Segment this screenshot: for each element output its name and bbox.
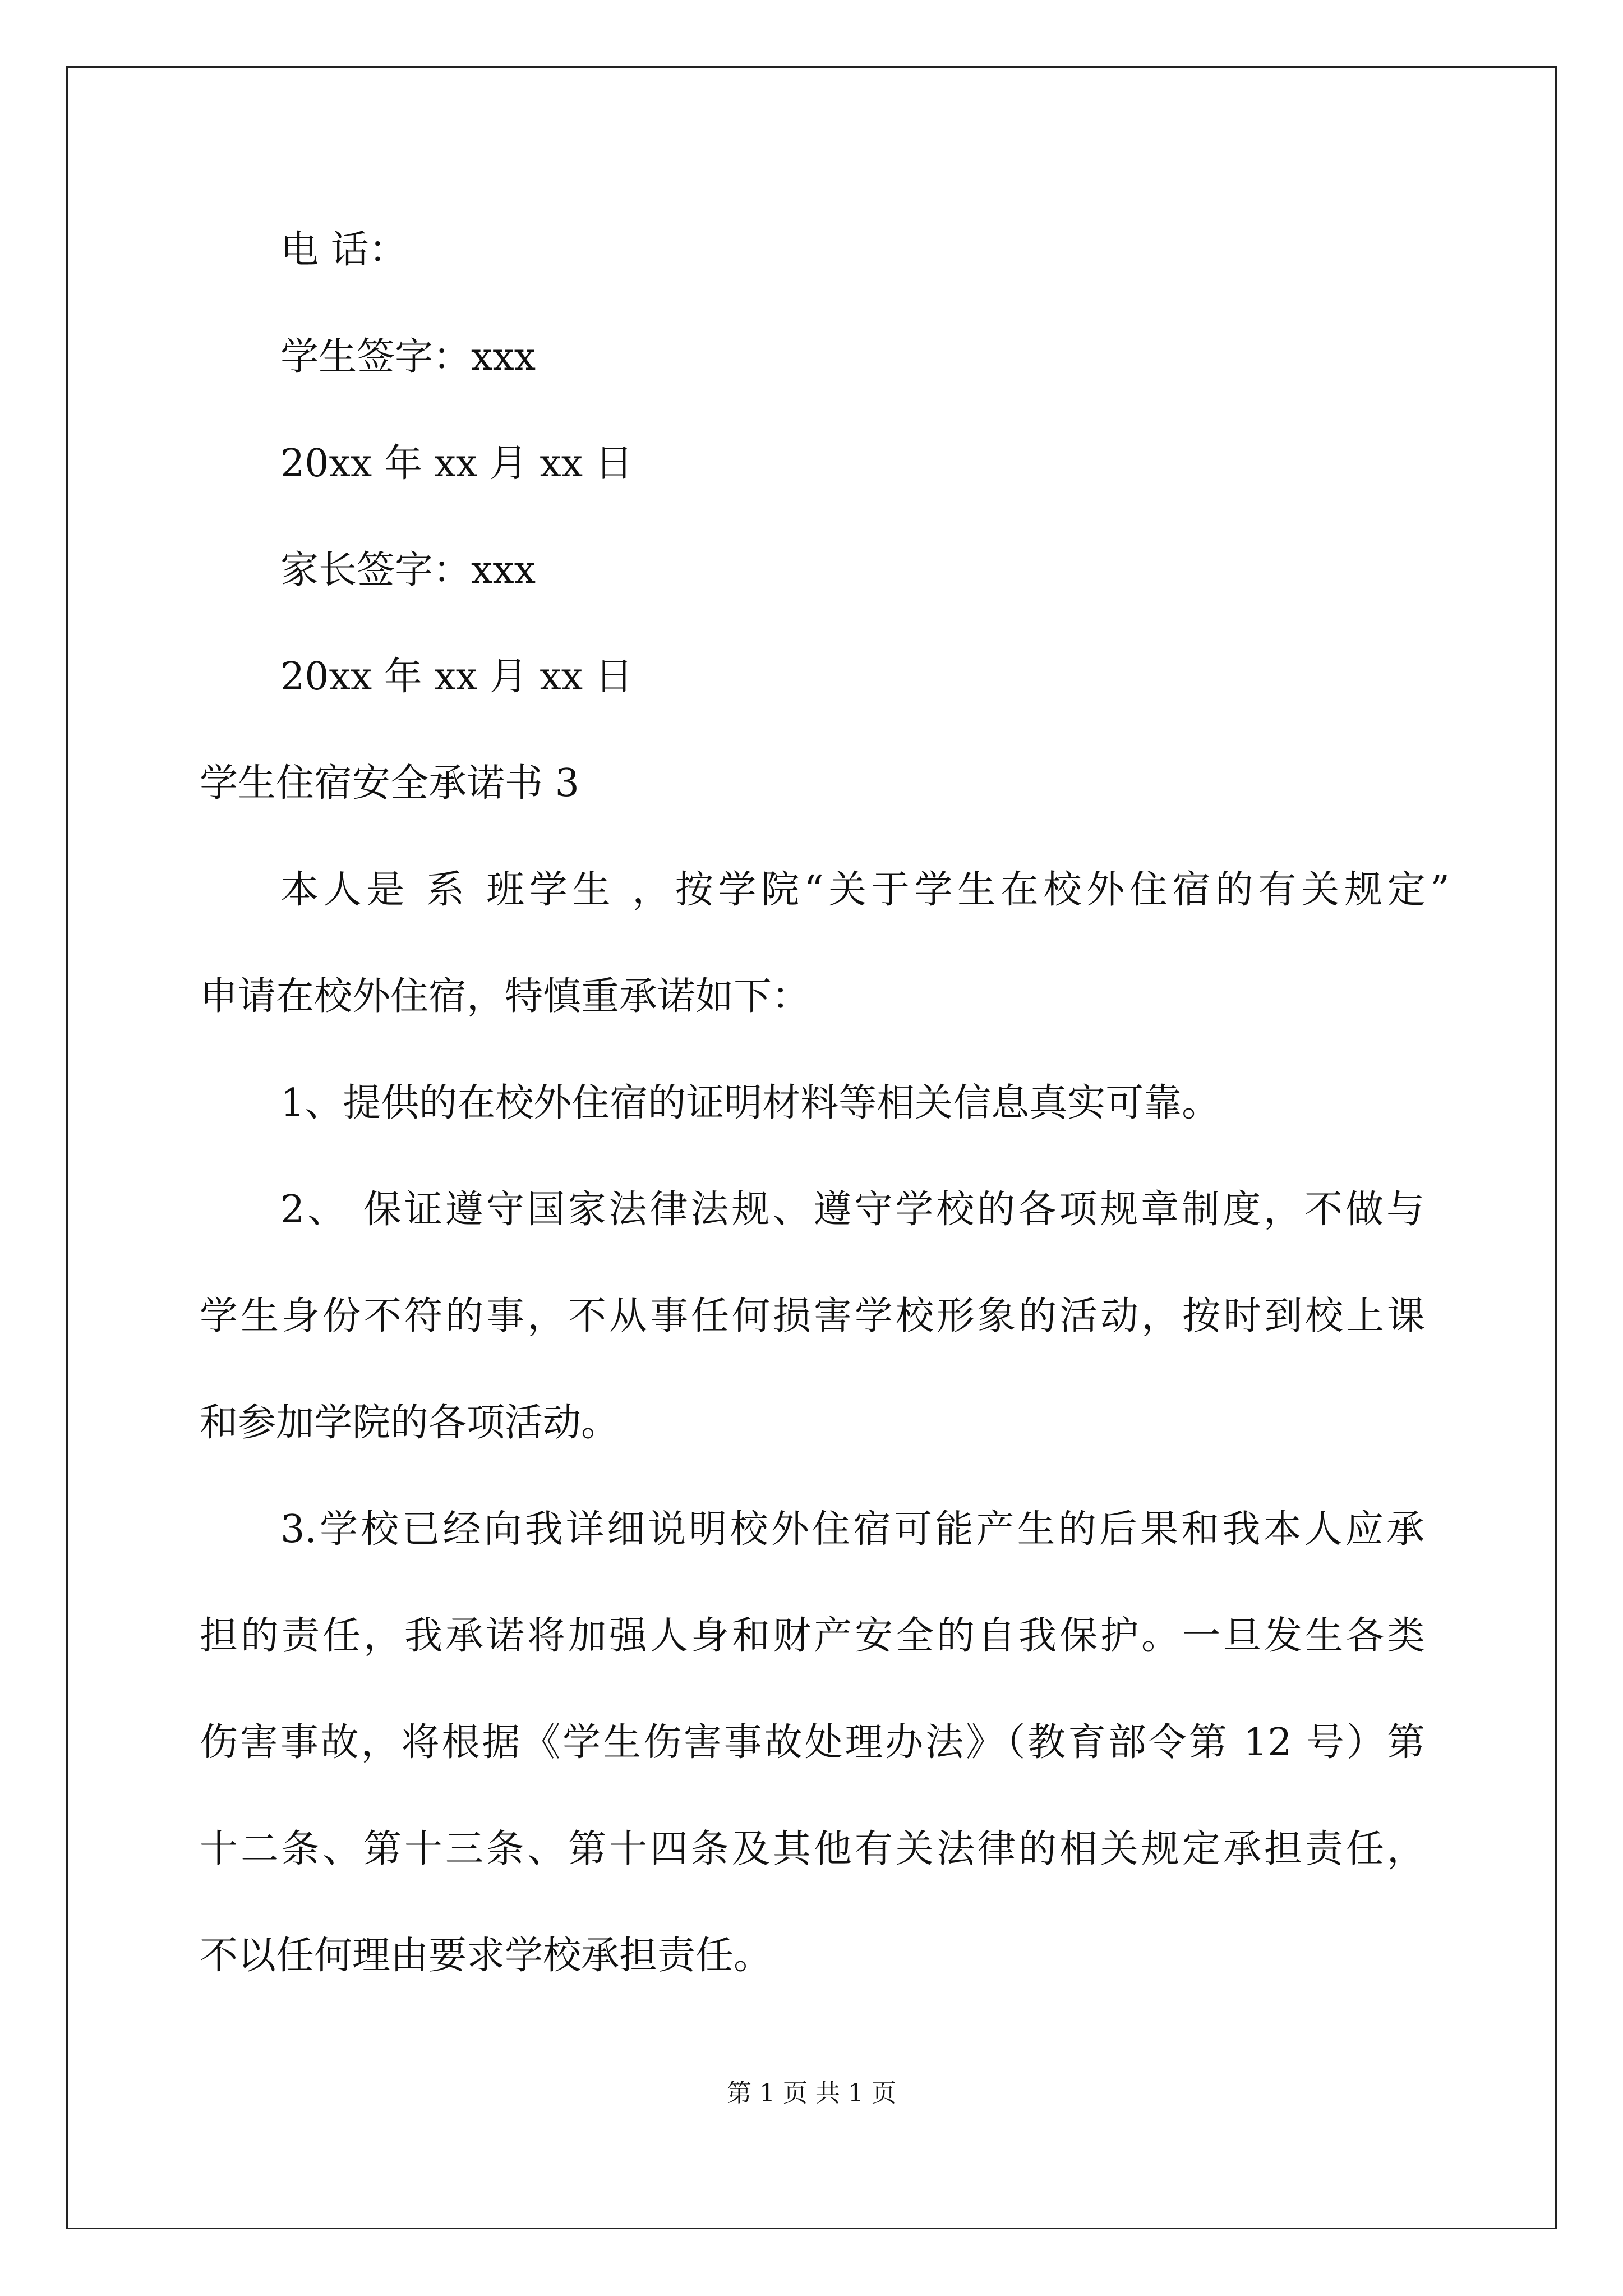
student-signature-line: 学生签字：xxx — [280, 335, 536, 379]
pledge-item-3-line-1: 3.学校已经向我详细说明校外住宿可能产生的后果和我本人应承 — [280, 1507, 1424, 1552]
pledge-item-3-line-3: 伤害事故，将根据《学生伤害事故处理办法》（教育部令第 12 号）第 — [200, 1720, 1425, 1765]
pledge-item-3-line-2: 担的责任，我承诺将加强人身和财产安全的自我保护。一旦发生各类 — [200, 1614, 1425, 1658]
pledge-item-3-line-5: 不以任何理由要求学校承担责任。 — [200, 1934, 772, 1978]
pledge-item-2-line-2: 学生身份不符的事，不从事任何损害学校形象的活动，按时到校上课 — [200, 1294, 1425, 1338]
phone-line: 电 话： — [280, 228, 407, 272]
pledge-item-2-line-1: 2、 保证遵守国家法律法规、遵守学校的各项规章制度，不做与 — [280, 1188, 1424, 1232]
intro-paragraph-line-1: 本人是 系 班学生 ，按学院“关于学生在校外住宿的有关规定” — [280, 868, 1450, 912]
section-heading: 学生住宿安全承诺书 3 — [200, 761, 579, 806]
pledge-item-2-line-3: 和参加学院的各项活动。 — [200, 1401, 620, 1445]
page-footer: 第 1 页 共 1 页 — [727, 2079, 896, 2108]
parent-date-line: 20xx 年 xx 月 xx 日 — [280, 655, 633, 699]
student-date-line: 20xx 年 xx 月 xx 日 — [280, 441, 633, 486]
pledge-item-1: 1、提供的在校外住宿的证明材料等相关信息真实可靠。 — [280, 1081, 1220, 1125]
page-border — [66, 66, 1557, 2229]
intro-paragraph-line-2: 申请在校外住宿，特慎重承诺如下： — [200, 974, 810, 1019]
pledge-item-3-line-4: 十二条、第十三条、第十四条及其他有关法律的相关规定承担责任， — [200, 1827, 1425, 1871]
parent-signature-line: 家长签字：xxx — [280, 548, 536, 592]
